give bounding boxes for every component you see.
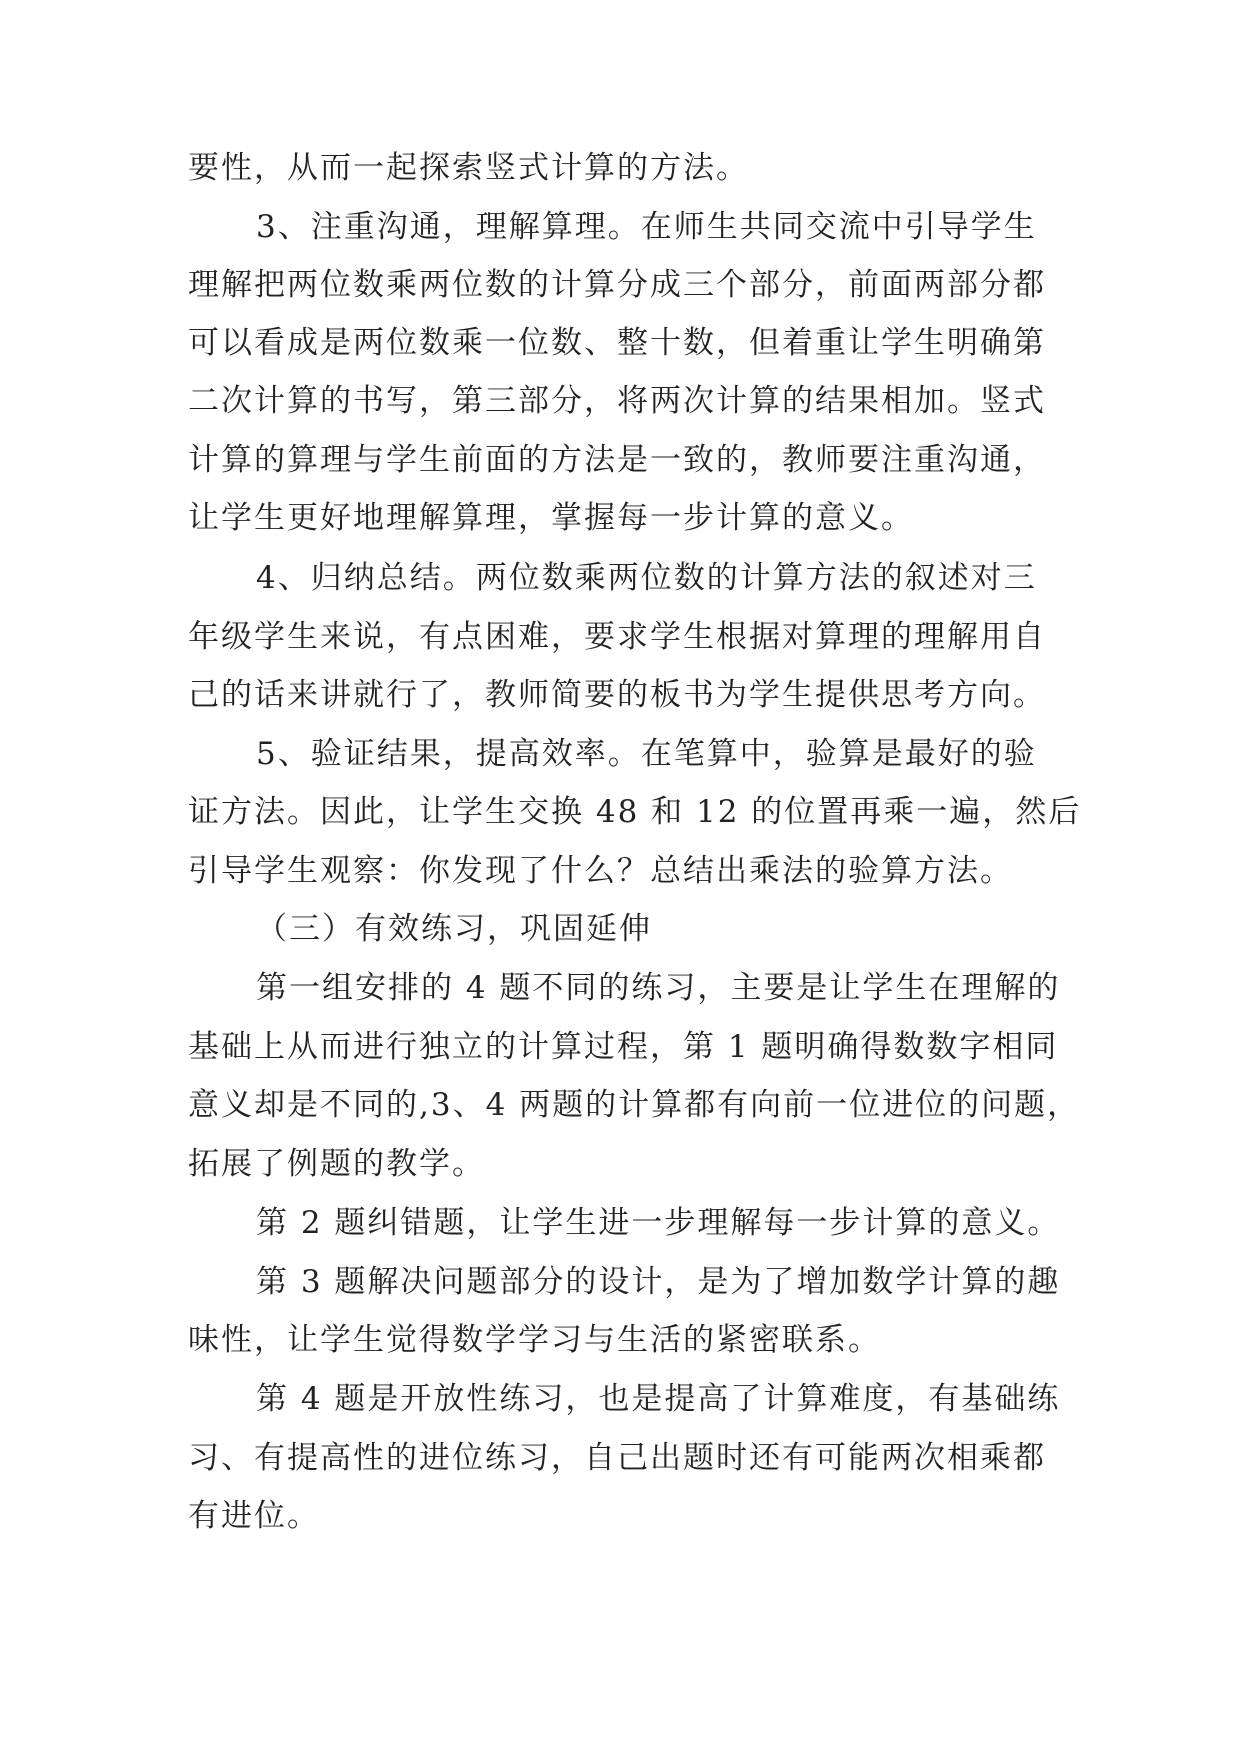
- text-line: 证方法。因此，让学生交换 48 和 12 的位置再乘一遍，然后: [188, 794, 1082, 830]
- text-line: 引导学生观察：你发现了什么？总结出乘法的验算方法。: [188, 853, 1013, 889]
- paragraph-line: 5、验证结果，提高效率。在笔算中，验算是最好的验: [256, 736, 1037, 772]
- paragraph-line: 第 2 题纠错题，让学生进一步理解每一步计算的意义。: [256, 1205, 1061, 1241]
- paragraph-line: 第 4 题是开放性练习，也是提高了计算难度，有基础练: [256, 1381, 1061, 1417]
- text-line: 拓展了例题的教学。: [188, 1146, 485, 1182]
- text-line: 可以看成是两位数乘一位数、整十数，但着重让学生明确第: [188, 325, 1046, 361]
- text-line: 有进位。: [188, 1498, 320, 1534]
- text-line: 意义却是不同的,3、4 两题的计算都有向前一位进位的问题，: [188, 1087, 1081, 1123]
- text-line: 理解把两位数乘两位数的计算分成三个部分，前面两部分都: [188, 267, 1046, 303]
- text-line: 基础上从而进行独立的计算过程，第 1 题明确得数数字相同: [188, 1029, 1059, 1065]
- text-line: 己的话来讲就行了，教师简要的板书为学生提供思考方向。: [188, 677, 1046, 713]
- paragraph-line: 4、归纳总结。两位数乘两位数的计算方法的叙述对三: [256, 560, 1037, 596]
- text-line: 计算的算理与学生前面的方法是一致的，教师要注重沟通，: [188, 442, 1046, 478]
- section-heading: （三）有效练习，巩固延伸: [256, 911, 652, 947]
- paragraph-line: 第 3 题解决问题部分的设计，是为了增加数学计算的趣: [256, 1264, 1061, 1300]
- text-line: 习、有提高性的进位练习，自己出题时还有可能两次相乘都: [188, 1440, 1046, 1476]
- text-line: 味性，让学生觉得数学学习与生活的紧密联系。: [188, 1322, 881, 1358]
- text-line: 要性，从而一起探索竖式计算的方法。: [188, 150, 749, 186]
- text-line: 年级学生来说，有点困难，要求学生根据对算理的理解用自: [188, 619, 1046, 655]
- text-line: 二次计算的书写，第三部分，将两次计算的结果相加。竖式: [188, 383, 1046, 419]
- paragraph-line: 3、注重沟通，理解算理。在师生共同交流中引导学生: [256, 209, 1037, 245]
- paragraph-line: 第一组安排的 4 题不同的练习，主要是让学生在理解的: [256, 970, 1061, 1006]
- text-line: 让学生更好地理解算理，掌握每一步计算的意义。: [188, 500, 914, 536]
